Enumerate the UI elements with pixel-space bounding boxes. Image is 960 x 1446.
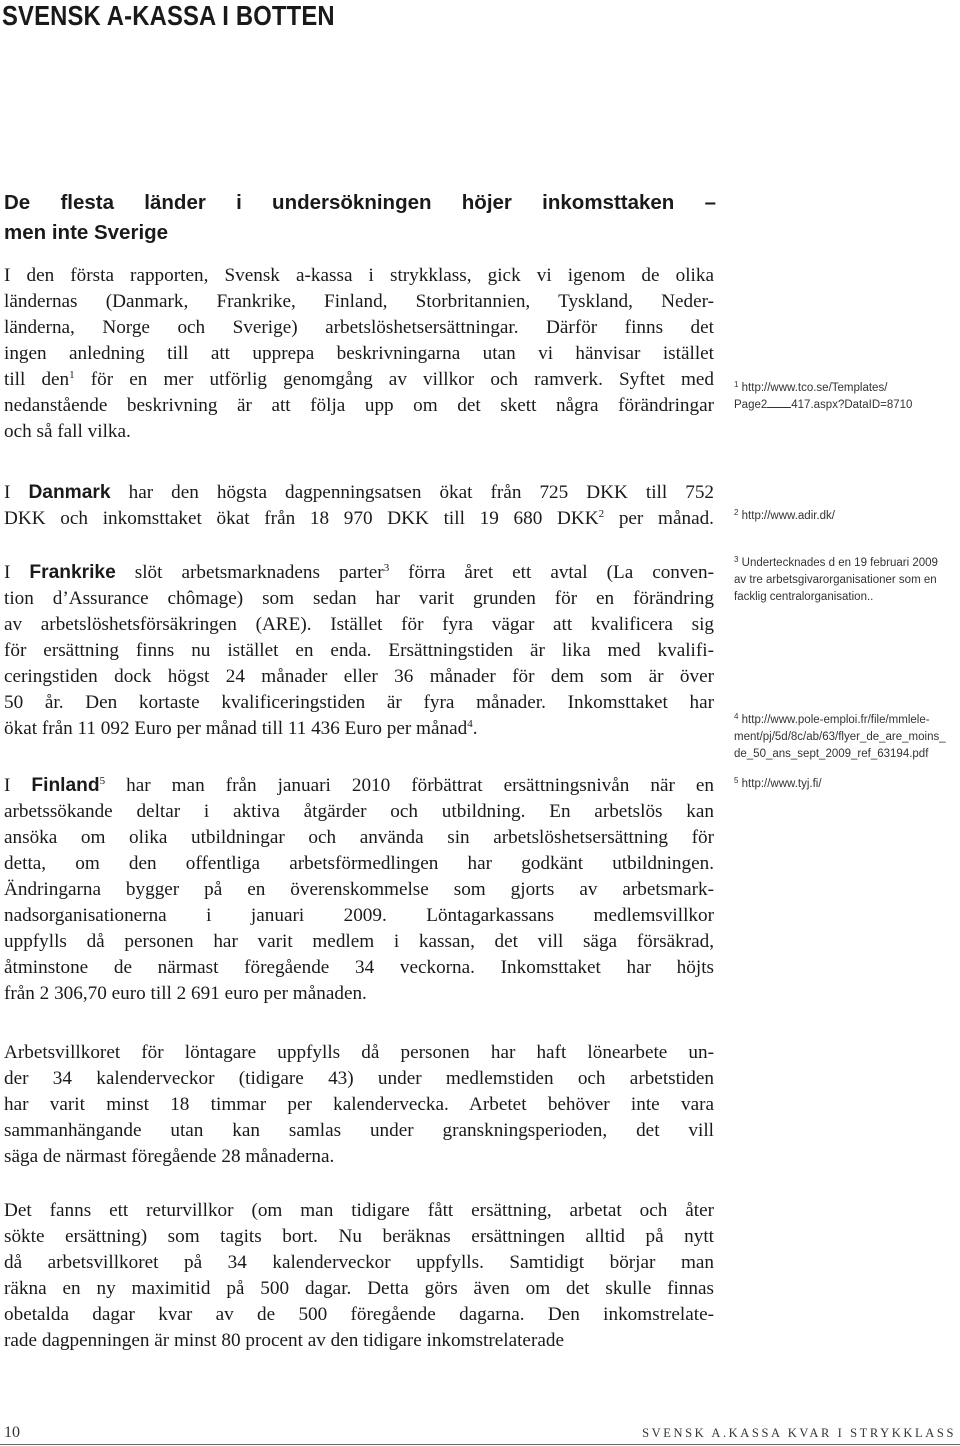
country-finland: Finland <box>31 775 100 796</box>
text-line: säga de närmast föregående 28 månaderna. <box>4 1146 335 1167</box>
footnote-line: facklig centralorganisation.. <box>734 591 874 603</box>
text-fragment: har man från januari 2010 förbättrat ersättningsnivån när en <box>105 775 715 796</box>
footnote-ref-2[interactable]: 2 <box>598 508 605 520</box>
footnote-3 <box>734 555 958 606</box>
text-line: nedanstående beskrivning är att följa upp om det skett några förändringar <box>4 395 714 416</box>
text-line: sökte ersättning) som tagits bort. Nu beräknas ersättningen alltid på nytt <box>4 1226 714 1247</box>
footnote-link[interactable]: http://www.tyj.fi/ <box>741 778 822 790</box>
footnote-line <box>734 508 958 525</box>
text-line: Ändringarna bygger på en överenskommelse som gjorts av arbetsmark- <box>4 879 714 900</box>
text-line: rade dagpenningen är minst 80 procent av den tidigare inkomstrelaterade <box>4 1330 564 1351</box>
footnote-link[interactable]: http://www.tco.se/Templates/ <box>741 382 888 394</box>
footnote-line[interactable]: ment/pj/5d/8c/ab/63/flyer_de_are_moins_ <box>734 731 946 743</box>
text-fragment: per månad. <box>604 508 714 529</box>
finland-paragraph <box>4 773 714 1007</box>
footnote-text: 417.aspx?DataID=8710 <box>791 399 913 411</box>
text-line: obetalda dagar kvar av de 500 föregående dagarna. Den inkomstrelate- <box>4 1304 714 1325</box>
intro-paragraph <box>4 263 714 445</box>
arbetsvillkor-paragraph <box>4 1040 714 1170</box>
text-line: sammanhängande utan kan samlas under granskningsperioden, det vill <box>4 1120 714 1141</box>
text-line: uppfylls då personen har varit medlem i kassan, det vill säga försäkrad, <box>4 931 714 952</box>
running-footer: SVENSK A.KASSA KVAR I STRYKKLASS <box>642 1426 956 1440</box>
text-fragment: för en mer utförlig genomgång av villkor och ramverk. Syftet med <box>74 369 714 390</box>
frankrike-paragraph <box>4 560 714 742</box>
page-title: SVENSK A-KASSA I BOTTEN <box>2 0 335 31</box>
footnote-text: Undertecknades d en 19 februari 2009 <box>741 557 938 569</box>
footnote-1 <box>734 380 958 414</box>
text-line: länderna, Norge och Sverige) arbetslöshetsersättningar. Därför finns det <box>4 317 714 338</box>
footnote-line <box>734 776 958 793</box>
text-line: från 2 306,70 euro till 2 691 euro per månaden. <box>4 983 367 1004</box>
footnote-line <box>734 555 958 572</box>
text-line: åtminstone de närmast föregående 34 veckorna. Inkomsttaket har höjts <box>4 957 714 978</box>
footnote-line: av tre arbetsgivarorganisationer som en <box>734 574 937 586</box>
footnote-line <box>734 712 958 729</box>
footnote-5 <box>734 776 958 793</box>
text-fragment: slöt arbetsmarknadens parter <box>115 562 384 583</box>
section-heading <box>4 188 724 248</box>
text-line: Det fanns ett returvillkor (om man tidigare fått ersättning, arbetat och åter <box>4 1200 714 1221</box>
footnote-2 <box>734 508 958 525</box>
returvillkor-paragraph <box>4 1198 714 1354</box>
text-line: ingen anledning till att upprepa beskrivningarna utan vi hänvisar istället <box>4 343 714 364</box>
text-fragment: I <box>4 775 32 796</box>
footnote-number: 5 <box>734 776 739 785</box>
text-fragment: . <box>472 718 478 739</box>
text-line: då arbetsvillkoret på 34 kalenderveckor uppfylls. Samtidigt börjar man <box>4 1252 714 1273</box>
text-fragment: till den <box>4 369 70 390</box>
section-heading-line-1: De flesta länder i undersökningen höjer inkomsttaken – <box>4 191 716 214</box>
text-line <box>4 716 714 742</box>
footnote-line[interactable]: de_50_ans_sept_2009_ref_63194.pdf <box>734 748 929 760</box>
text-line: Arbetsvillkoret för löntagare uppfylls då personen har haft lönearbete un- <box>4 1042 714 1063</box>
footnote-ref-3[interactable]: 3 <box>383 562 390 574</box>
underscore-blank <box>767 397 791 408</box>
text-line: der 34 kalenderveckor (tidigare 43) under medlemstiden och arbetstiden <box>4 1068 714 1089</box>
footnote-line[interactable] <box>734 397 958 414</box>
text-fragment: ökat från 11 092 Euro per månad till 11 436 Euro per månad <box>4 718 468 739</box>
text-line <box>4 773 714 799</box>
text-line: har varit minst 18 timmar per kalendervecka. Arbetet behöver inte vara <box>4 1094 714 1115</box>
text-line: räkna en ny maximitid på 500 dagar. Detta görs även om det skulle finnas <box>4 1278 714 1299</box>
footnote-number: 3 <box>734 555 739 564</box>
text-fragment: DKK och inkomsttaket ökat från 18 970 DKK till 19 680 DKK <box>4 508 599 529</box>
text-fragment: I <box>4 482 29 503</box>
text-line: för ersättning finns nu istället en enda. Ersättningstiden är lika med kvalifi- <box>4 640 714 661</box>
text-line: tion d’Assurance chômage) som sedan har varit grunden för en förändring <box>4 588 714 609</box>
footnote-4 <box>734 712 958 763</box>
text-line: nadsorganisationerna i januari 2009. Löntagarkassans medlemsvillkor <box>4 905 714 926</box>
page-number: 10 <box>4 1424 20 1441</box>
footnote-number: 2 <box>734 508 739 517</box>
text-line: och så fall vilka. <box>4 421 131 442</box>
footnote-link[interactable]: http://www.pole-emploi.fr/file/mmlele- <box>741 714 930 726</box>
footnote-number: 1 <box>734 380 739 389</box>
footer-rule <box>0 1444 960 1445</box>
text-line: arbetssökande deltar i aktiva åtgärder och utbildning. En arbetslös kan <box>4 801 714 822</box>
country-frankrike: Frankrike <box>29 562 116 583</box>
text-line: ceringstiden dock högst 24 månader eller 36 månader för dem som är över <box>4 666 714 687</box>
text-line: av arbetslöshetsförsäkringen (ARE). Istället för fyra vägar att kvalificera sig <box>4 614 714 635</box>
text-line <box>4 560 714 586</box>
footnote-link[interactable]: http://www.adir.dk/ <box>741 510 835 522</box>
text-line: ländernas (Danmark, Frankrike, Finland, Storbritannien, Tyskland, Neder- <box>4 291 714 312</box>
footnote-ref-4[interactable]: 4 <box>467 718 473 730</box>
footnote-number: 4 <box>734 712 739 721</box>
text-line: I den första rapporten, Svensk a-kassa i strykklass, gick vi igenom de olika <box>4 265 714 286</box>
text-line <box>4 506 714 532</box>
text-line <box>4 367 714 393</box>
footnote-ref-5[interactable]: 5 <box>99 775 106 787</box>
footnote-line <box>734 380 958 397</box>
text-fragment: I <box>4 562 30 583</box>
text-line: 50 år. Den kortaste kvalificeringstiden är fyra månader. Inkomsttaket har <box>4 692 714 713</box>
text-line: ansöka om olika utbildningar och använda sin arbetslöshetsersättning för <box>4 827 714 848</box>
section-heading-line-2: men inte Sverige <box>4 221 169 244</box>
country-danmark: Danmark <box>28 482 111 503</box>
footnote-ref-1[interactable]: 1 <box>69 369 75 381</box>
text-fragment: förra året ett avtal (La conven- <box>389 562 714 583</box>
text-fragment: har den högsta dagpenningsatsen ökat från 725 DKK till 752 <box>110 482 715 503</box>
text-line: detta, om den offentliga arbetsförmedlingen har godkänt utbildningen. <box>4 853 714 874</box>
footnote-text: Page2 <box>734 399 768 411</box>
danmark-paragraph <box>4 480 714 532</box>
text-line <box>4 480 714 506</box>
